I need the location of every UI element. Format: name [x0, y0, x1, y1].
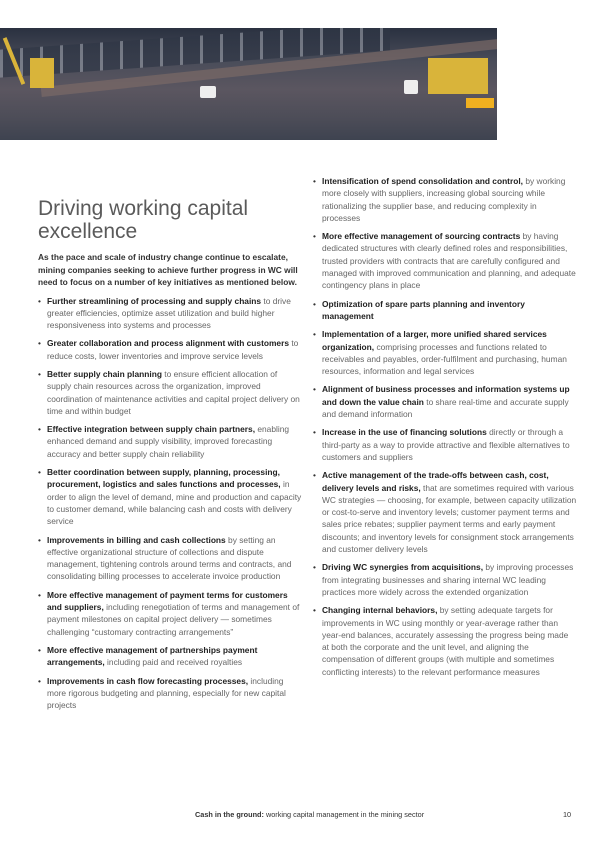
- bullet-item: [38, 589, 302, 638]
- bullet-item: [313, 383, 577, 420]
- bullet-text: directly or through a third-party as a way to provide attractive and flexible alternatives to customers and suppliers: [322, 427, 570, 462]
- bullet-text: to drive greater efficiencies, optimize asset utilization and build higher responsiveness into systems and processes: [47, 295, 291, 331]
- bullet-icon: •: [38, 467, 41, 478]
- bullet-item: [313, 426, 577, 463]
- bullet-icon: •: [38, 338, 41, 349]
- bullet-text: by setting an effective organizational structure of collections and dispute management, tightening controls around terms and contracts, and consolidating billing processes to accelerate invoice production: [47, 534, 292, 582]
- bullet-bold-text: Improvements in billing and cash collections: [47, 534, 226, 545]
- bullet-icon: •: [38, 534, 41, 545]
- bullet-bold-text: Increase in the use of financing solutions: [322, 427, 487, 438]
- bullet-item: [313, 175, 577, 224]
- bullet-icon: •: [313, 605, 316, 616]
- bullet-bold-text: Further streamlining of processing and supply chains: [47, 295, 262, 306]
- right-column: [313, 175, 577, 678]
- bullet-icon: •: [313, 329, 316, 340]
- bullet-text: in order to align the level of demand, mine and production and capacity to customer demand, while balancing cash and costs with delivery service: [47, 479, 302, 527]
- bullet-bold-text: Intensification of spend consolidation and control,: [322, 176, 524, 186]
- bullet-item: [313, 604, 577, 678]
- bullet-icon: •: [313, 384, 316, 395]
- bullet-item: [38, 466, 302, 527]
- bullet-item: [38, 644, 302, 669]
- bullet-icon: •: [38, 368, 41, 379]
- bullet-text: to share real-time and accurate supply and demand information: [322, 396, 569, 420]
- bullet-text: including more rigorous budgeting and planning, especially for new capital projects: [47, 675, 286, 711]
- bullet-bold-text: Alignment of business processes and information systems up and down the value chain: [322, 384, 570, 407]
- footer-title-rest: working capital management in the mining sector: [263, 810, 425, 819]
- bullet-item: [38, 534, 302, 583]
- bullet-bold-text: Better supply chain planning: [47, 368, 162, 379]
- page-number: 10: [563, 810, 572, 819]
- bullet-item: [38, 423, 302, 460]
- bullet-text: to ensure efficient allocation of supply chain resources across the organization, improved coordination of maintenance activities and capital project delivery on time and within budget: [47, 368, 300, 416]
- bullet-bold-text: More effective management of sourcing contracts: [322, 231, 521, 242]
- bullet-bold-text: Implementation of a larger, more unified shared services organization,: [322, 329, 547, 352]
- bullet-item: [38, 368, 302, 417]
- bullet-bold-text: Effective integration between supply chain partners,: [47, 424, 256, 435]
- bullet-bold-text: Active management of the trade-offs between cash, cost, delivery levels and risks,: [322, 470, 549, 493]
- bullet-item: [38, 337, 302, 362]
- bullet-text: by working more closely with suppliers, increasing global sourcing while rationalizing the supplier base, and reducing complexity in processes: [322, 176, 566, 223]
- bullet-text: by improving processes from integrating businesses and sharing internal WC leading practices more widely across the extended organization: [322, 562, 574, 597]
- bullet-text: by having dedicated structures with clearly defined roles and responsibilities, trusted providers with contracts that are carefully configured and managed with improved communication and planning, and adequate contingency plans in place: [322, 231, 576, 291]
- bullet-bold-text: Optimization of spare parts planning and inventory management: [322, 298, 525, 321]
- bullet-icon: •: [313, 298, 316, 309]
- bullet-item: [313, 328, 577, 377]
- left-column: [38, 197, 302, 711]
- bullet-text: including renegotiation of terms and management of payment milestones on capital project delivery — sometimes challenging “customary contracting arrangements”: [47, 602, 300, 637]
- bullet-icon: •: [38, 675, 41, 686]
- bullet-text: comprising processes and functions related to receivables and payables, order-fulfilment and purchasing, human resources, information and legal services: [322, 341, 567, 377]
- bullet-icon: •: [313, 562, 316, 573]
- section-heading: Driving working capital excellence: [38, 197, 249, 243]
- bullet-icon: •: [38, 644, 41, 655]
- bullet-icon: •: [38, 424, 41, 435]
- bullet-bold-text: More effective management of payment terms for customers and suppliers,: [47, 589, 288, 613]
- intro-paragraph: As the pace and scale of industry change continue to escalate, mining companies seeking to achieve further progress in WC will need to focus on a number of key initiatives as mentioned below.: [38, 252, 298, 287]
- footer-title-bold: Cash in the ground:: [195, 810, 264, 819]
- bullet-bold-text: More effective management of partnerships payment arrangements,: [47, 644, 258, 668]
- bullet-icon: •: [313, 427, 316, 438]
- bullet-item: [38, 295, 302, 332]
- bullet-bold-text: Changing internal behaviors,: [322, 605, 438, 616]
- bullet-icon: •: [38, 295, 41, 306]
- bullet-text: including paid and received royalties: [104, 657, 243, 668]
- bullet-icon: •: [313, 231, 316, 242]
- bullet-bold-text: Better coordination between supply, planning, processing, procurement, logistics and sales functions and processes,: [47, 467, 281, 490]
- bullet-item: [313, 561, 577, 598]
- bullet-bold-text: Improvements in cash flow forecasting processes,: [47, 675, 249, 686]
- bullet-text: by setting adequate targets for improvements in WC using monthly or year-average rather than year-end balances, accurately assessing the progress being made at both the corporate and the unit level, and aligning the compensation of different groups (with multiple and sometimes conflicting interests) to the relevant performance measures: [322, 605, 569, 677]
- page-footer: [0, 810, 600, 822]
- footer-title: [195, 810, 424, 820]
- bullet-item: [313, 230, 577, 291]
- bullet-item: [38, 675, 302, 712]
- mining-site-photo: [0, 28, 497, 140]
- bullet-bold-text: Greater collaboration and process alignment with customers: [47, 338, 290, 349]
- bullet-icon: •: [313, 176, 316, 186]
- bullet-text: enabling enhanced demand and supply visibility, improved forecasting accuracy and better supply chain reliability: [47, 424, 290, 459]
- bullet-item: [313, 298, 577, 323]
- bullet-text: to reduce costs, lower inventories and improve service levels: [47, 338, 299, 361]
- bullet-icon: •: [313, 470, 316, 481]
- bullet-item: [313, 469, 577, 555]
- bullet-bold-text: Driving WC synergies from acquisitions,: [322, 562, 484, 573]
- bullet-text: that are sometimes required with various WC strategies — choosing, for example, between capacity utilization or cost-to-serve and inventory levels; customer payment terms and sales price rebates; supplier payment terms and early payment discounts; and inventory levels for consignment stock arrangements and customer delivery levels: [322, 482, 577, 555]
- bullet-icon: •: [38, 589, 41, 600]
